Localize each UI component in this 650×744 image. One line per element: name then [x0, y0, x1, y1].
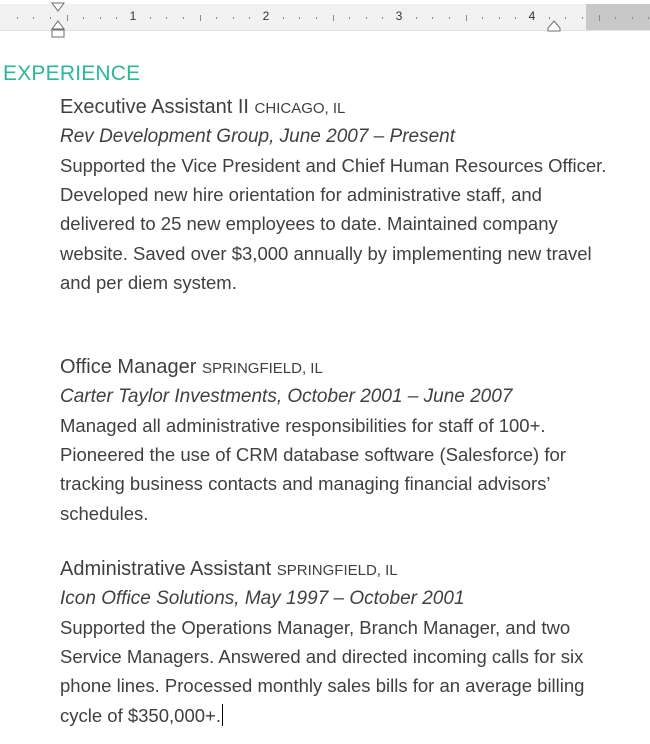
ruler-tick [599, 15, 600, 21]
ruler-tick [432, 17, 433, 19]
ruler-tick [382, 17, 383, 19]
ruler-tick [166, 17, 167, 19]
ruler-right-margin [586, 4, 650, 30]
ruler-tick [249, 17, 250, 19]
ruler-tick [316, 17, 317, 19]
job-company: Icon Office Solutions, May 1997 – October 2001 [60, 588, 465, 609]
ruler-tick [482, 17, 483, 19]
job-title-line [60, 555, 620, 585]
ruler-tick [150, 17, 151, 19]
job-description: Supported the Vice President and Chief Human Resources Officer. Developed new hire orientation for administrative staff, and delivered to 25 new employees to date. Maintained company website. Saved over $3,000 annually by implementing new travel and per diem system. [60, 155, 607, 293]
ruler-tick [333, 15, 334, 21]
ruler-tick [349, 17, 350, 19]
ruler-tick [116, 17, 117, 19]
job-title-line [60, 93, 620, 123]
ruler-tick [183, 17, 184, 19]
job-title: Executive Assistant II [60, 96, 249, 118]
job-location: SPRINGFIELD, IL [201, 360, 323, 377]
job-company: Carter Taylor Investments, October 2001 – June 2007 [60, 386, 513, 407]
job-entry [60, 555, 620, 730]
job-title: Administrative Assistant [60, 558, 272, 580]
ruler-tick [17, 17, 18, 19]
first-line-indent-marker-icon[interactable] [51, 2, 65, 12]
ruler-tick [283, 17, 284, 19]
text-cursor [222, 704, 223, 726]
job-title-line [60, 353, 620, 383]
ruler-tick [515, 17, 516, 19]
ruler-tick [233, 17, 234, 19]
job-location: CHICAGO, IL [254, 100, 346, 117]
ruler-tick [549, 17, 550, 19]
job-description: Managed all administrative responsibilities for staff of 100+. Pioneered the use of CRM database software (Salesforce) for tracking business contacts and managing financial advisors’ schedules. [60, 415, 566, 524]
ruler-tick [632, 17, 633, 19]
ruler-tick [466, 15, 467, 21]
ruler-tick [565, 17, 566, 19]
job-entry [60, 353, 620, 528]
ruler-number-2: 2 [262, 9, 270, 23]
job-company: Rev Development Group, June 2007 – Present [60, 126, 456, 147]
job-description [60, 613, 620, 730]
ruler-tick [50, 17, 51, 19]
ruler-tick [299, 17, 300, 19]
ruler-tick [499, 17, 500, 19]
job-description-text: Supported the Operations Manager, Branch Manager, and two Service Managers. Answered and directed incoming calls for six phone lines. Processed monthly sales bills for an average billing cycle of $350,000+. [60, 617, 585, 726]
ruler-tick [416, 17, 417, 19]
horizontal-ruler[interactable] [0, 0, 650, 38]
job-entry [60, 93, 620, 297]
ruler-tick [366, 17, 367, 19]
ruler-tick [615, 17, 616, 19]
ruler-tick [648, 17, 649, 19]
ruler-tick [83, 17, 84, 19]
left-indent-marker-icon[interactable] [51, 29, 65, 38]
job-location: SPRINGFIELD, IL [276, 562, 398, 579]
ruler-tick [449, 17, 450, 19]
section-heading-experience: EXPERIENCE [3, 62, 141, 85]
ruler-number-1: 1 [129, 9, 137, 23]
ruler-tick [100, 17, 101, 19]
ruler-number-4: 4 [528, 9, 536, 23]
ruler-tick [582, 17, 583, 19]
right-indent-marker-icon[interactable] [547, 20, 561, 32]
ruler-tick [67, 15, 68, 21]
ruler-tick [33, 17, 34, 19]
ruler-number-3: 3 [395, 9, 403, 23]
ruler-tick [200, 15, 201, 21]
job-title: Office Manager [60, 356, 197, 378]
ruler-tick [216, 17, 217, 19]
